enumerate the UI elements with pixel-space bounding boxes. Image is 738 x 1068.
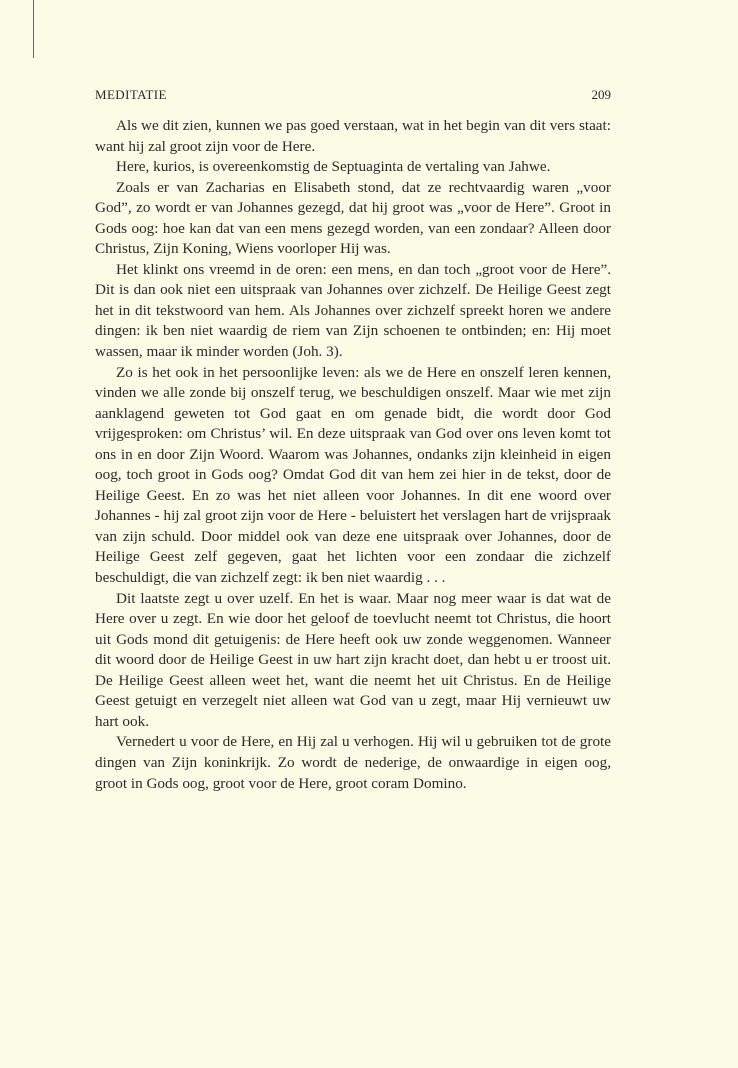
article-body xyxy=(95,116,611,794)
running-header xyxy=(95,87,611,107)
page-edge-line xyxy=(33,0,34,58)
paragraph: Vernedert u voor de Here, en Hij zal u verhogen. Hij wil u gebruiken tot de grote dingen van Zijn koninkrijk. Zo wordt de nederige, de onwaardige in eigen oog, groot in Gods oog, groot voor de Here, groot coram Domino. xyxy=(95,733,611,792)
paragraph: Zo is het ook in het persoonlijke leven: als we de Here en onszelf leren kennen, vinden we alle zonde bij onszelf terug, we beschuldigen onszelf. Maar wie met zijn aanklagend geweten tot God gaat en om genade bidt, die wordt door God vrijgesproken: om Christus’ wil. En deze uitspraak van God over ons leven komt tot ons in en door Zijn Woord. Waarom was Johannes, ondanks zijn kleinheid in eigen oog, toch groot in Gods oog? Omdat God dit van hem zei hier in de tekst, door de Heilige Geest. En zo was het niet alleen voor Johannes. In dit ene woord over Johannes - hij zal groot zijn voor de Here - beluistert het verslagen hart de vrijspraak van zijn schuld. Door middel ook van deze ene uitspraak over Johannes, door de Heilige Geest zelf gegeven, gaat het lichten voor een zondaar die zichzelf beschuldigt, die van zichzelf zegt: ik ben niet waardig . . . xyxy=(95,363,611,587)
paragraph: Here, kurios, is overeenkomstig de Septuaginta de vertaling van Jahwe. xyxy=(116,158,551,176)
paragraph: Zoals er van Zacharias en Elisabeth stond, dat ze rechtvaardig waren „voor God”, zo wordt er van Johannes gezegd, dat hij groot was „voor de Here”. Groot in Gods oog: hoe kan dat van een mens gezegd worden, van een zondaar? Alleen door Christus, Zijn Koning, Wiens voorloper Hij was. xyxy=(95,178,611,258)
paragraph: Het klinkt ons vreemd in de oren: een mens, en dan toch „groot voor de Here”. Dit is dan ook niet een uitspraak van Johannes over zichzelf. De Heilige Geest zegt het in dit tekstwoord van hem. Als Johannes over zichzelf spreekt horen we andere dingen: ik ben niet waardig de riem van Zijn schoenen te ontbinden; en: Hij moet wassen, maar ik minder worden (Joh. 3). xyxy=(95,260,611,361)
paragraph: Dit laatste zegt u over uzelf. En het is waar. Maar nog meer waar is dat wat de Here over u zegt. En wie door het geloof de toevlucht neemt tot Christus, die hoort uit Gods mond dit getuigenis: de Here heeft ook uw zonde weggenomen. Wanneer dit woord door de Heilige Geest in uw hart zijn kracht doet, dan hebt u er troost uit. De Heilige Geest alleen weet het, want die neemt het uit Christus. En de Heilige Geest getuigt en verzegelt niet alleen wat God van u zegt, maar Hij vernieuwt uw hart ook. xyxy=(95,589,611,730)
header-title: MEDITATIE xyxy=(95,87,167,102)
page-number: 209 xyxy=(591,87,611,102)
paragraph: Als we dit zien, kunnen we pas goed verstaan, wat in het begin van dit vers staat: want hij zal groot zijn voor de Here. xyxy=(95,117,611,155)
